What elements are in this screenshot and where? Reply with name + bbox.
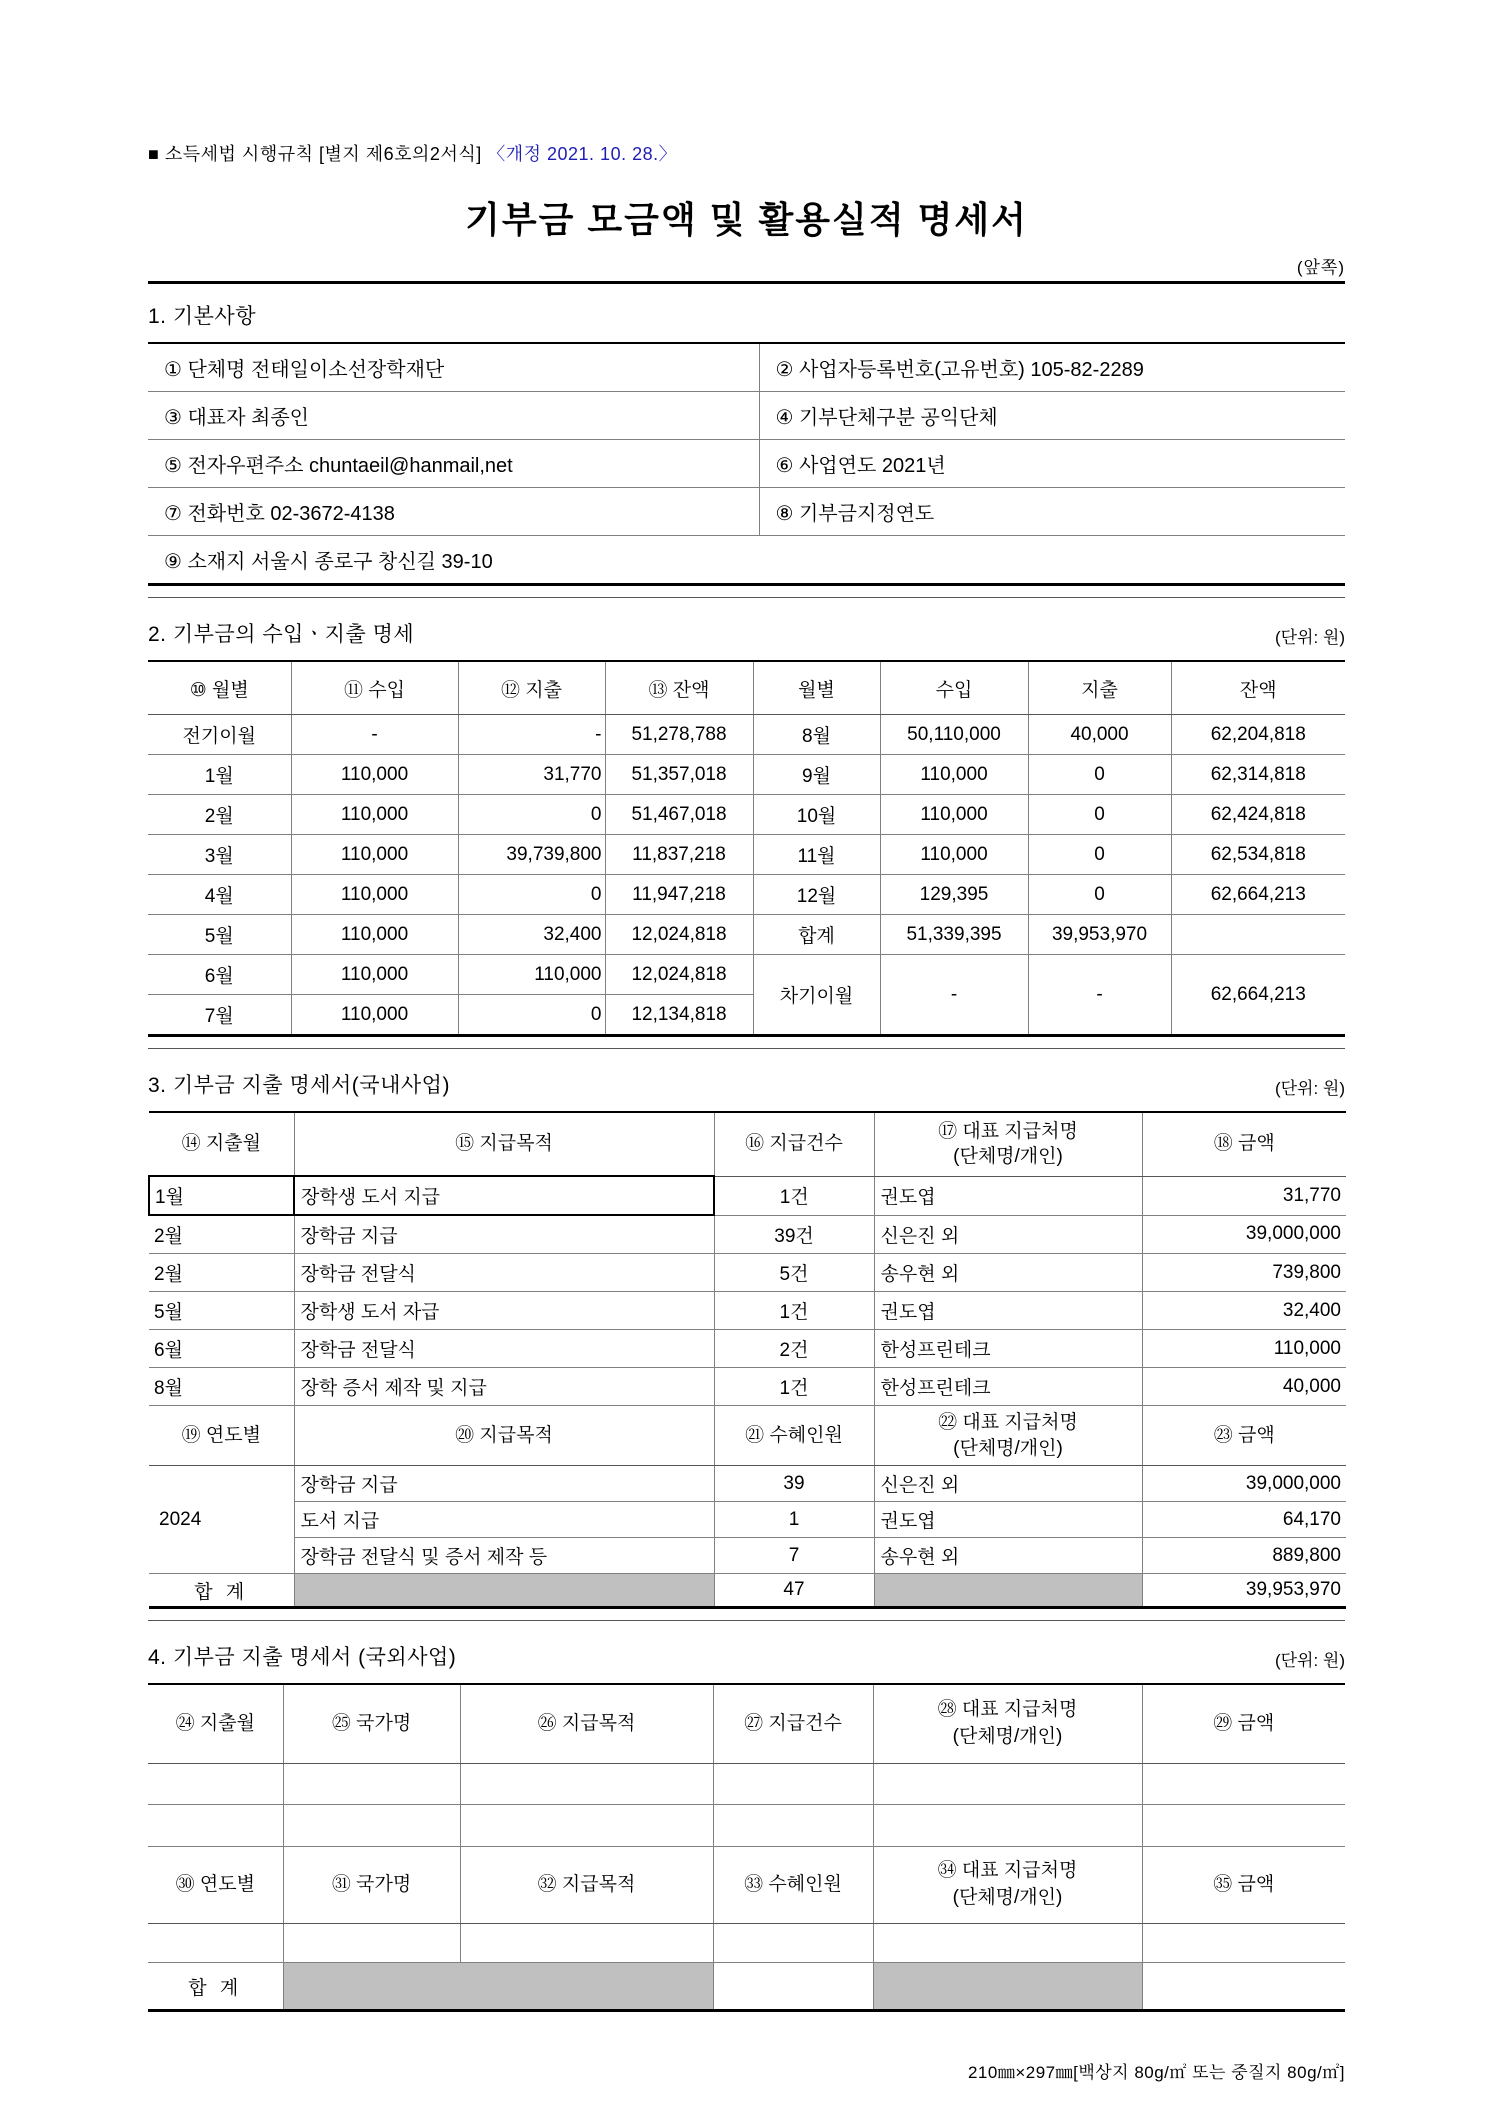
unit-label: (단위: 원) [1274, 628, 1345, 647]
statute-note: ■ 소득세법 시행규칙 [별지 제6호의2서식] [148, 144, 488, 164]
table-cell: 6월 [149, 1330, 294, 1368]
header-subline: (단체명/개인) [952, 1726, 1063, 1747]
column-header: ⑱ 금액 [1142, 1112, 1346, 1176]
column-header: ⑳ 지급목적 [294, 1406, 714, 1466]
column-header: ⑬ 잔액 [605, 661, 753, 715]
table-cell [148, 1924, 283, 1963]
table-cell: ② 사업자등록번호(고유번호) 105-82-2289 [759, 343, 1345, 392]
table-cell: 39,000,000 [1142, 1215, 1346, 1254]
table-cell: 39,739,800 [458, 835, 605, 875]
table-cell: 1건 [714, 1176, 874, 1215]
column-header: ㉟ 금액 [1142, 1847, 1345, 1924]
table-cell: - [458, 715, 605, 755]
header-line: ㉞ 대표 지급처명 [937, 1860, 1078, 1882]
section2-heading: 2. 기부금의 수입ㆍ지출 명세 [148, 623, 415, 646]
column-header: ⑯ 지급건수 [714, 1112, 874, 1176]
column-header: ㉑ 수혜인원 [714, 1406, 874, 1466]
table-cell: ⑥ 사업연도 2021년 [759, 440, 1345, 488]
table-cell: 0 [1028, 755, 1171, 795]
table-cell: 64,170 [1142, 1502, 1346, 1538]
table-cell: 전기이월 [148, 715, 291, 755]
table-row [149, 1254, 1346, 1292]
table-cell: 8월 [149, 1368, 294, 1406]
filled-cell [874, 1574, 1142, 1608]
table-row [149, 1176, 1346, 1215]
column-header: ㉗ 지급건수 [713, 1684, 873, 1764]
column-header: ⑲ 연도별 [149, 1406, 294, 1466]
table-row [148, 795, 1345, 835]
table-cell: ③ 대표자 최종인 [148, 392, 759, 440]
table-cell [148, 1805, 283, 1847]
filled-cell [873, 1963, 1142, 2011]
table-cell: 32,400 [458, 915, 605, 955]
table-cell [1142, 1963, 1345, 2011]
table-row [148, 835, 1345, 875]
table-row [149, 1502, 1346, 1538]
table-cell: 10월 [753, 795, 880, 835]
table-cell: 31,770 [458, 755, 605, 795]
table-cell: ④ 기부단체구분 공익단체 [759, 392, 1345, 440]
table-cell: ⑦ 전화번호 02-3672-4138 [148, 488, 759, 536]
income-expense-table [148, 660, 1345, 1037]
selected-cell: 장학생 도서 지급 [294, 1176, 714, 1215]
filled-cell [283, 1963, 713, 2011]
table-cell: 0 [458, 795, 605, 835]
table-cell: 한성프린테크 [874, 1368, 1142, 1406]
table-cell: 송우현 외 [874, 1254, 1142, 1292]
table-cell: 51,467,018 [605, 795, 753, 835]
basic-info-table [148, 342, 1345, 586]
table-cell [460, 1764, 713, 1805]
table-cell: 송우현 외 [874, 1538, 1142, 1574]
header-subline: (단체명/개인) [953, 1437, 1063, 1459]
table-cell: 장학생 도서 자급 [294, 1292, 714, 1330]
table-row [148, 915, 1345, 955]
table-cell: 110,000 [291, 995, 458, 1036]
address-cell: ⑨ 소재지 서울시 종로구 창신길 39-10 [148, 536, 1345, 585]
table-cell: 12,024,818 [605, 955, 753, 995]
table-cell [1142, 1805, 1345, 1847]
table-cell: ⑤ 전자우편주소 chuntaeil@hanmail,net [148, 440, 759, 488]
table-cell: 110,000 [291, 955, 458, 995]
column-header: ⑭ 지출월 [149, 1112, 294, 1176]
section1-heading: 1. 기본사항 [148, 305, 256, 328]
table-row [148, 715, 1345, 755]
table-cell: 1 [714, 1502, 874, 1538]
column-header [874, 1406, 1142, 1466]
section-divider [148, 1620, 1345, 1621]
table-cell: 5건 [714, 1254, 874, 1292]
header-note [148, 140, 1345, 166]
carryover-cell: 차기이월 [753, 955, 880, 1036]
column-header: 지출 [1028, 661, 1171, 715]
table-cell [1171, 915, 1345, 955]
top-rule [148, 281, 1345, 284]
table-cell: 한성프린테크 [874, 1330, 1142, 1368]
table-cell [283, 1924, 460, 1963]
revision-note: 〈개정 2021. 10. 28.〉 [487, 144, 678, 164]
total-row [149, 1574, 1346, 1608]
table-cell: 0 [1028, 875, 1171, 915]
table-cell: 장학금 전달식 [294, 1330, 714, 1368]
header-row [148, 1847, 1345, 1924]
table-row [149, 1292, 1346, 1330]
table-cell: 39 [714, 1466, 874, 1502]
table-row [148, 488, 1345, 536]
table-cell: - [291, 715, 458, 755]
column-header: ㉝ 수혜인원 [713, 1847, 873, 1924]
empty-row [148, 1764, 1345, 1805]
header-line: ㉒ 대표 지급처명 [938, 1411, 1078, 1433]
table-cell: 51,357,018 [605, 755, 753, 795]
table-cell: 39건 [714, 1215, 874, 1254]
table-cell: - [880, 955, 1028, 1036]
table-cell: 도서 지급 [294, 1502, 714, 1538]
table-cell: 신은진 외 [874, 1215, 1142, 1254]
table-cell: 0 [1028, 795, 1171, 835]
table-cell: 62,314,818 [1171, 755, 1345, 795]
table-cell: 7 [714, 1538, 874, 1574]
table-cell: 8월 [753, 715, 880, 755]
header-line: ㉘ 대표 지급처명 [937, 1699, 1078, 1721]
header-subline: (단체명/개인) [953, 1146, 1063, 1168]
total-row [148, 1963, 1345, 2011]
empty-row [148, 1924, 1345, 1963]
table-row [149, 1368, 1346, 1406]
total-amount: 39,953,970 [1142, 1574, 1346, 1608]
table-cell: 1건 [714, 1292, 874, 1330]
table-row [149, 1466, 1346, 1502]
table-cell: 40,000 [1028, 715, 1171, 755]
table-cell: 권도엽 [874, 1292, 1142, 1330]
table-cell: 장학금 지급 [294, 1215, 714, 1254]
table-cell: 11,837,218 [605, 835, 753, 875]
table-cell: 129,395 [880, 875, 1028, 915]
overseas-expense-table [148, 1683, 1345, 2012]
table-cell: 62,424,818 [1171, 795, 1345, 835]
column-header: ㉖ 지급목적 [460, 1684, 713, 1764]
table-cell: 110,000 [291, 875, 458, 915]
section-divider [148, 1048, 1345, 1049]
column-header: ㉙ 금액 [1142, 1684, 1345, 1764]
table-cell: 0 [458, 995, 605, 1036]
column-header: ㉔ 지출월 [148, 1684, 283, 1764]
table-cell: 110,000 [880, 795, 1028, 835]
table-cell: 2월 [149, 1215, 294, 1254]
table-cell: 110,000 [291, 915, 458, 955]
year-cell: 2024 [149, 1466, 294, 1574]
table-cell: 12월 [753, 875, 880, 915]
table-cell: 62,204,818 [1171, 715, 1345, 755]
table-cell: 32,400 [1142, 1292, 1346, 1330]
table-cell [148, 1764, 283, 1805]
table-cell: 9월 [753, 755, 880, 795]
table-cell: 합계 [753, 915, 880, 955]
table-row [148, 536, 1345, 585]
table-row [148, 955, 1345, 995]
table-row [149, 1330, 1346, 1368]
empty-row [148, 1805, 1345, 1847]
table-cell: ⑧ 기부금지정연도 [759, 488, 1345, 536]
table-cell: 1월 [148, 755, 291, 795]
table-row [148, 875, 1345, 915]
column-header: ㉓ 금액 [1142, 1406, 1346, 1466]
header-row [149, 1112, 1346, 1176]
header-subline: (단체명/개인) [952, 1887, 1063, 1908]
column-header: ⑫ 지출 [458, 661, 605, 715]
column-header: ⑪ 수입 [291, 661, 458, 715]
table-cell: 739,800 [1142, 1254, 1346, 1292]
table-cell: ① 단체명 전태일이소선장학재단 [148, 343, 759, 392]
header-line: ⑰ 대표 지급처명 [938, 1120, 1078, 1142]
table-cell [713, 1924, 873, 1963]
table-cell: 39,953,970 [1028, 915, 1171, 955]
column-header: ㉚ 연도별 [148, 1847, 283, 1924]
table-cell: 62,534,818 [1171, 835, 1345, 875]
total-label: 합 계 [148, 1963, 283, 2011]
table-cell: 110,000 [291, 795, 458, 835]
table-cell: 2월 [148, 795, 291, 835]
table-cell: 12,134,818 [605, 995, 753, 1036]
table-cell: 12,024,818 [605, 915, 753, 955]
table-cell [1142, 1924, 1345, 1963]
table-row [149, 1538, 1346, 1574]
table-cell: 4월 [148, 875, 291, 915]
section2-heading-row [148, 618, 1345, 648]
column-header: ㉛ 국가명 [283, 1847, 460, 1924]
domestic-expense-table [148, 1111, 1346, 1609]
front-side-label: (앞쪽) [1296, 258, 1345, 277]
table-cell: 3월 [148, 835, 291, 875]
table-cell: 2건 [714, 1330, 874, 1368]
selected-cell: 1월 [149, 1176, 294, 1215]
table-cell: 51,278,788 [605, 715, 753, 755]
table-cell: 신은진 외 [874, 1466, 1142, 1502]
total-label: 합 계 [149, 1574, 294, 1608]
table-cell: 장학 증서 제작 및 지급 [294, 1368, 714, 1406]
total-count: 47 [714, 1574, 874, 1608]
table-row [148, 343, 1345, 392]
column-header: 월별 [753, 661, 880, 715]
table-cell: 62,664,213 [1171, 955, 1345, 1036]
page-title: 기부금 모금액 및 활용실적 명세서 [465, 199, 1028, 240]
table-cell: 11월 [753, 835, 880, 875]
header-row [149, 1406, 1346, 1466]
table-cell: 1건 [714, 1368, 874, 1406]
table-cell [713, 1764, 873, 1805]
table-cell: 110,000 [880, 755, 1028, 795]
section-divider [148, 597, 1345, 598]
column-header: 잔액 [1171, 661, 1345, 715]
table-cell: 110,000 [291, 835, 458, 875]
table-cell: 0 [1028, 835, 1171, 875]
table-cell: 110,000 [1142, 1330, 1346, 1368]
column-header [874, 1112, 1142, 1176]
column-header: ⑩ 월별 [148, 661, 291, 715]
unit-label: (단위: 원) [1274, 1651, 1345, 1670]
table-row [148, 755, 1345, 795]
table-cell [1142, 1764, 1345, 1805]
column-header: ㉜ 지급목적 [460, 1847, 713, 1924]
table-cell: 권도엽 [874, 1176, 1142, 1215]
column-header [873, 1847, 1142, 1924]
table-cell: 5월 [148, 915, 291, 955]
header-row [148, 1684, 1345, 1764]
table-cell [873, 1805, 1142, 1847]
column-header: ㉕ 국가명 [283, 1684, 460, 1764]
header-row [148, 661, 1345, 715]
table-cell [460, 1924, 713, 1963]
table-cell: 110,000 [291, 755, 458, 795]
column-header: ⑮ 지급목적 [294, 1112, 714, 1176]
column-header: 수입 [880, 661, 1028, 715]
table-cell: 11,947,218 [605, 875, 753, 915]
table-cell: 장학금 전달식 및 증서 제작 등 [294, 1538, 714, 1574]
table-cell: 110,000 [458, 955, 605, 995]
section4-heading-row [148, 1641, 1345, 1671]
unit-label: (단위: 원) [1274, 1079, 1345, 1098]
table-cell: 6월 [148, 955, 291, 995]
paper-spec-note: 210㎜×297㎜[백상지 80g/㎡ 또는 중질지 80g/㎡] [967, 2063, 1345, 2082]
table-row [148, 392, 1345, 440]
table-cell: 5월 [149, 1292, 294, 1330]
table-cell [713, 1805, 873, 1847]
table-cell: 권도엽 [874, 1502, 1142, 1538]
table-row [148, 440, 1345, 488]
table-cell: 장학금 전달식 [294, 1254, 714, 1292]
filled-cell [294, 1574, 714, 1608]
table-cell: 장학금 지급 [294, 1466, 714, 1502]
table-cell [283, 1805, 460, 1847]
table-cell: 2월 [149, 1254, 294, 1292]
table-cell [873, 1764, 1142, 1805]
table-cell [873, 1924, 1142, 1963]
column-header [873, 1684, 1142, 1764]
table-cell: 110,000 [880, 835, 1028, 875]
table-cell: 40,000 [1142, 1368, 1346, 1406]
table-cell: 50,110,000 [880, 715, 1028, 755]
table-row [149, 1215, 1346, 1254]
table-cell: 7월 [148, 995, 291, 1036]
form-content [148, 0, 1345, 2083]
table-cell: 51,339,395 [880, 915, 1028, 955]
section4-heading: 4. 기부금 지출 명세서 (국외사업) [148, 1646, 457, 1669]
table-cell: 62,664,213 [1171, 875, 1345, 915]
table-cell: - [1028, 955, 1171, 1036]
table-cell: 889,800 [1142, 1538, 1346, 1574]
table-cell [283, 1764, 460, 1805]
table-cell: 0 [458, 875, 605, 915]
table-cell [460, 1805, 713, 1847]
section3-heading: 3. 기부금 지출 명세서(국내사업) [148, 1074, 450, 1097]
table-cell: 31,770 [1142, 1176, 1346, 1215]
table-cell: 39,000,000 [1142, 1466, 1346, 1502]
table-cell [713, 1963, 873, 2011]
section3-heading-row [148, 1069, 1345, 1099]
